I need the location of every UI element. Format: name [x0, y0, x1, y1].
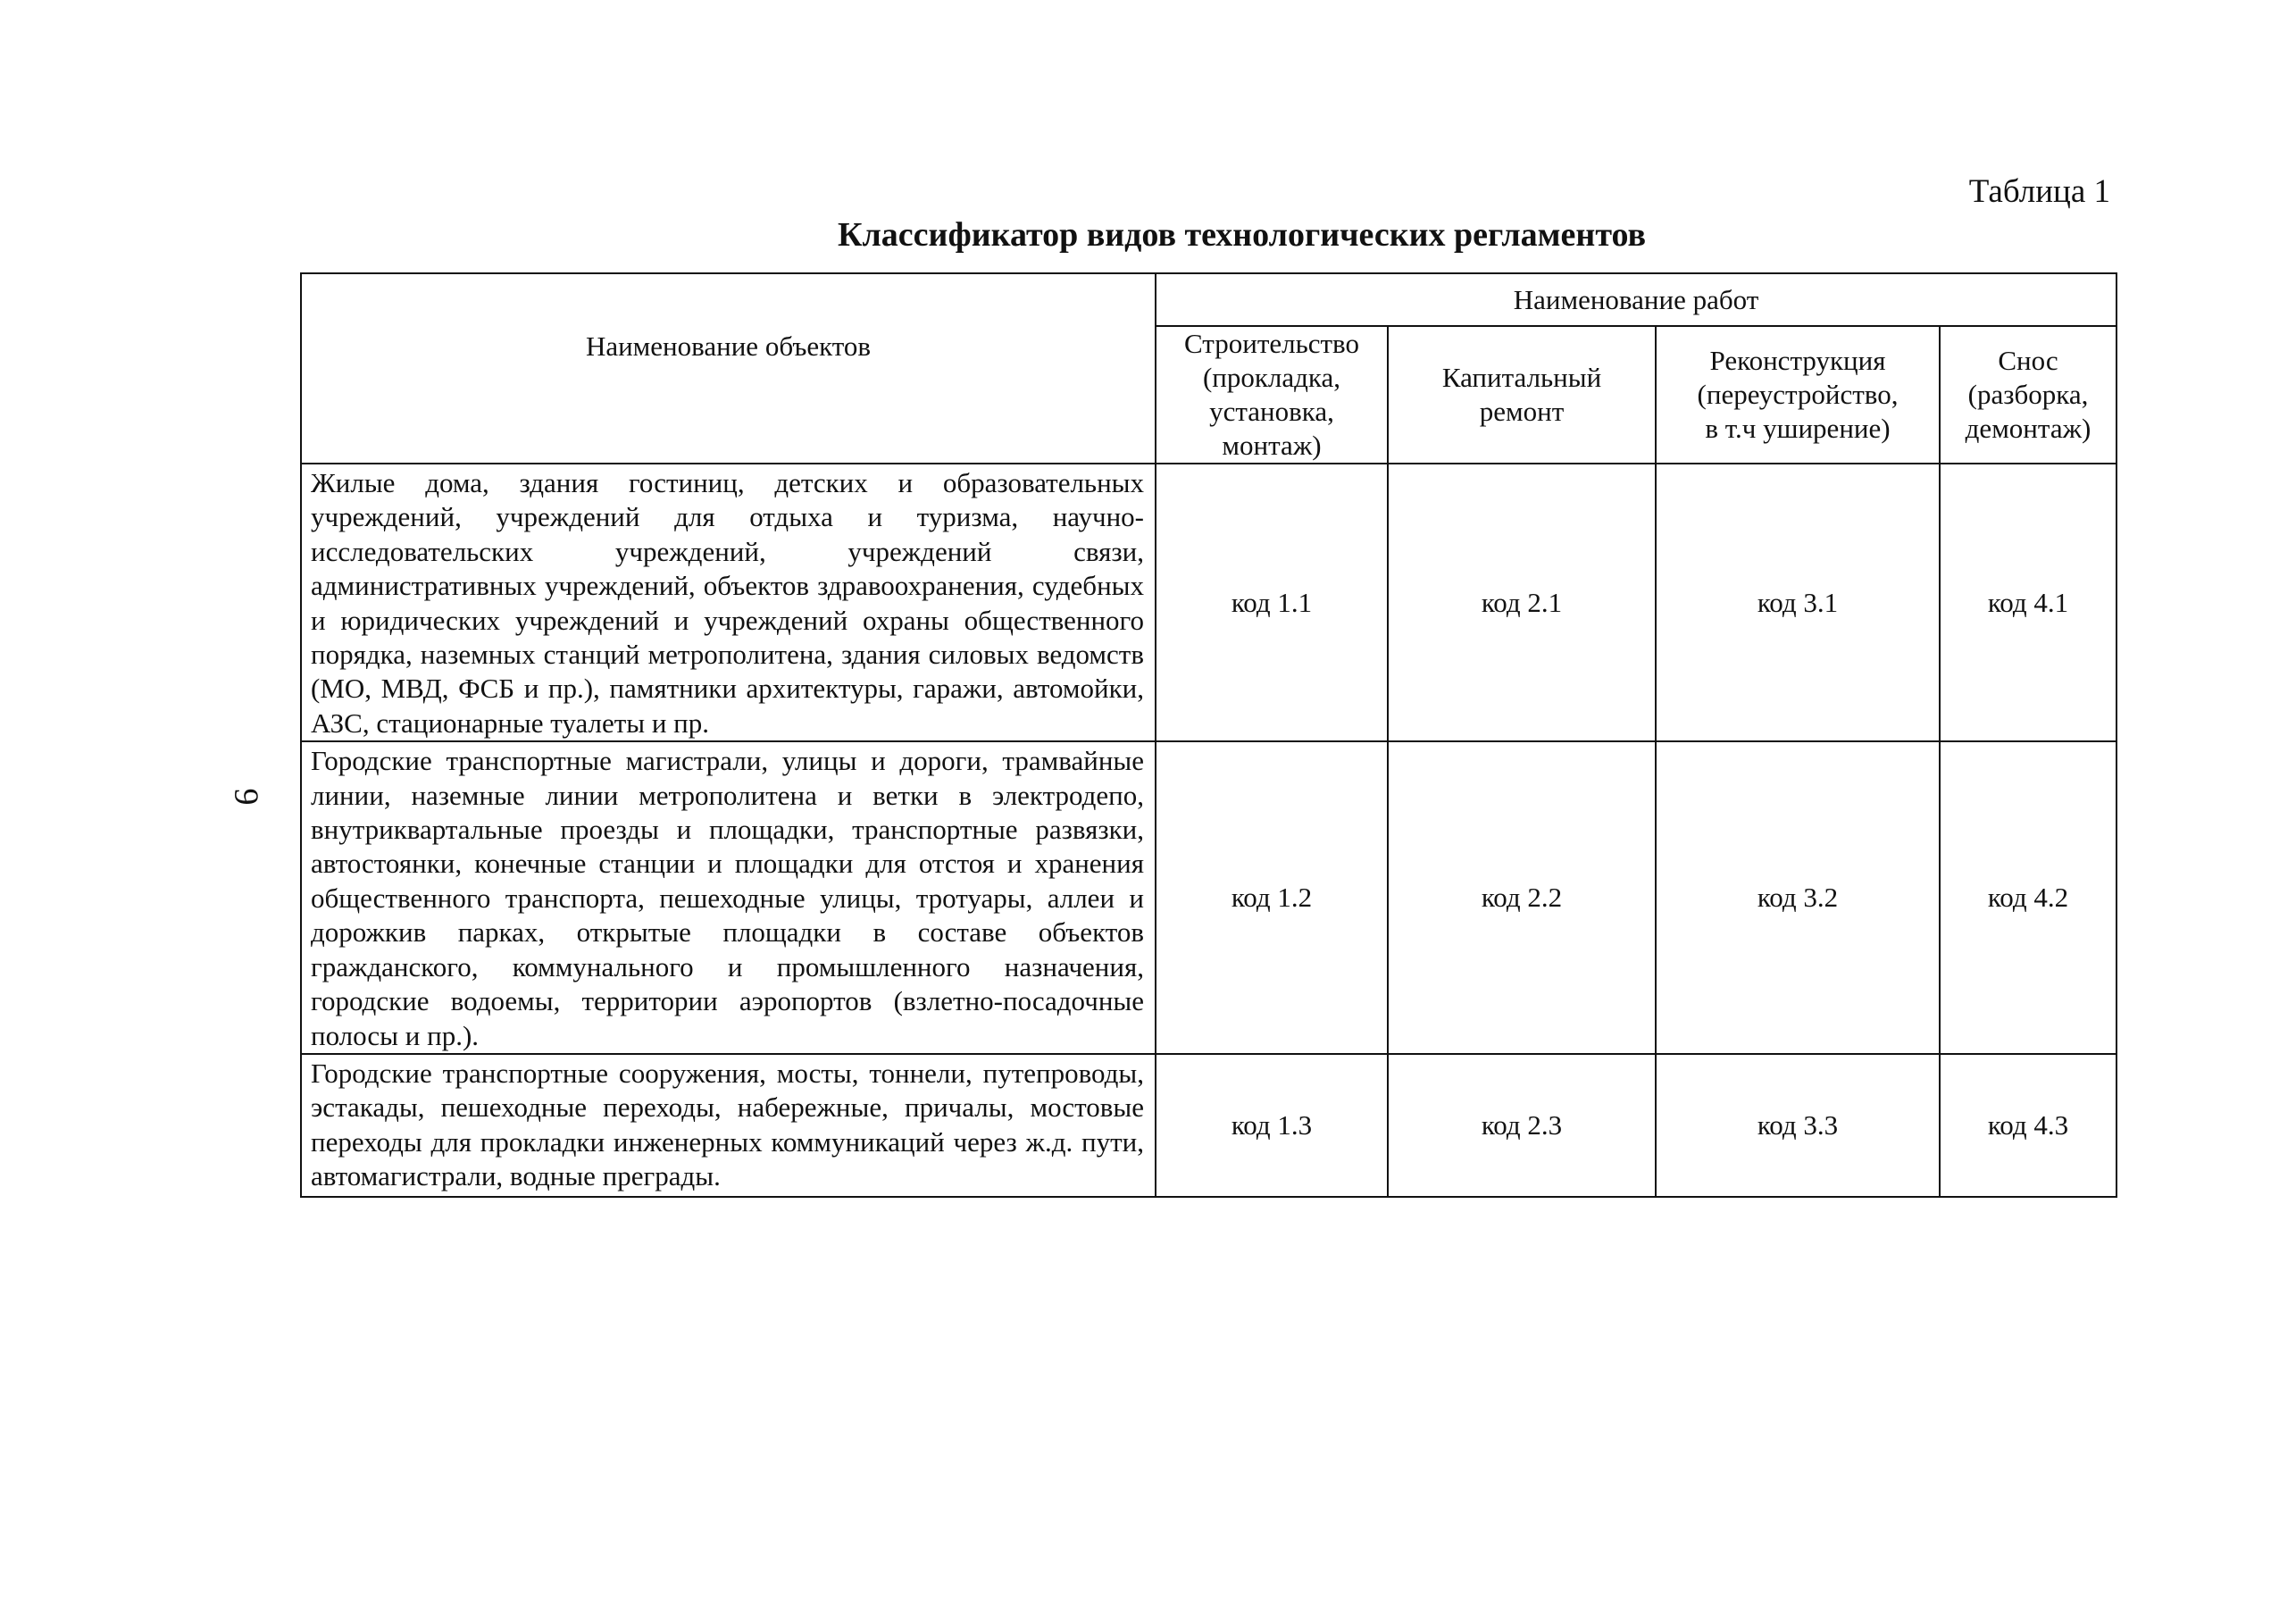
header-row-top	[301, 273, 2116, 326]
code-cell: код 1.1	[1156, 464, 1388, 741]
code-cell: код 3.3	[1656, 1054, 1940, 1197]
code-cell: код 4.2	[1940, 741, 2116, 1054]
work-column-header-reconstruction: Реконструкция (переустройство, в т.ч уширение)	[1656, 326, 1940, 464]
code-cell: код 2.1	[1388, 464, 1656, 741]
code-cell: код 2.2	[1388, 741, 1656, 1054]
page-number: 9	[227, 788, 265, 806]
code-cell: код 3.1	[1656, 464, 1940, 741]
code-cell: код 3.2	[1656, 741, 1940, 1054]
table-row	[301, 1054, 2116, 1197]
classifier-table	[300, 272, 2117, 1198]
code-cell: код 4.1	[1940, 464, 2116, 741]
works-group-header: Наименование работ	[1156, 273, 2116, 326]
object-description: Городские транспортные сооружения, мосты, тоннели, путепроводы, эстакады, пешеходные переходы, набережные, причалы, мостовые переходы для прокладки инженерных коммуникаций через ж.д. пути, автомагистрали, водные преграды.	[301, 1054, 1156, 1197]
work-column-header-construction: Строительство (прокладка, установка, монтаж)	[1156, 326, 1388, 464]
work-column-header-demolition: Снос (разборка, демонтаж)	[1940, 326, 2116, 464]
objects-column-header: Наименование объектов	[301, 273, 1156, 464]
object-description: Жилые дома, здания гостиниц, детских и образовательных учреждений, учреждений для отдыха и туризма, научно-исследовательских учреждений, учреждений связи, административных учреждений, объектов здравоохранения, судебных и юридических учреждений и учреждений охраны общественного порядка, наземных станций метрополитена, здания силовых ведомств (МО, МВД, ФСБ и пр.), памятники архитектуры, гаражи, автомойки, АЗС, стационарные туалеты и пр.	[301, 464, 1156, 741]
table-row	[301, 741, 2116, 1054]
table-row	[301, 464, 2116, 741]
table-label: Таблица 1	[1968, 173, 2110, 210]
document-title: Классификатор видов технологических регламентов	[837, 216, 1647, 254]
code-cell: код 2.3	[1388, 1054, 1656, 1197]
code-cell: код 1.3	[1156, 1054, 1388, 1197]
code-cell: код 4.3	[1940, 1054, 2116, 1197]
code-cell: код 1.2	[1156, 741, 1388, 1054]
object-description: Городские транспортные магистрали, улицы и дороги, трамвайные линии, наземные линии метрополитена и ветки в электродепо, внутриквартальные проезды и площадки, транспортные развязки, автостоянки, конечные станции и площадки для отстоя и хранения общественного транспорта, пешеходные улицы, тротуары, аллеи и дорожкив парках, открытые площадки в составе объектов гражданского, коммунального и промышленного назначения, городские водоемы, территории аэропортов (взлетно-посадочные полосы и пр.).	[301, 741, 1156, 1054]
work-column-header-capital-repair: Капитальный ремонт	[1388, 326, 1656, 464]
